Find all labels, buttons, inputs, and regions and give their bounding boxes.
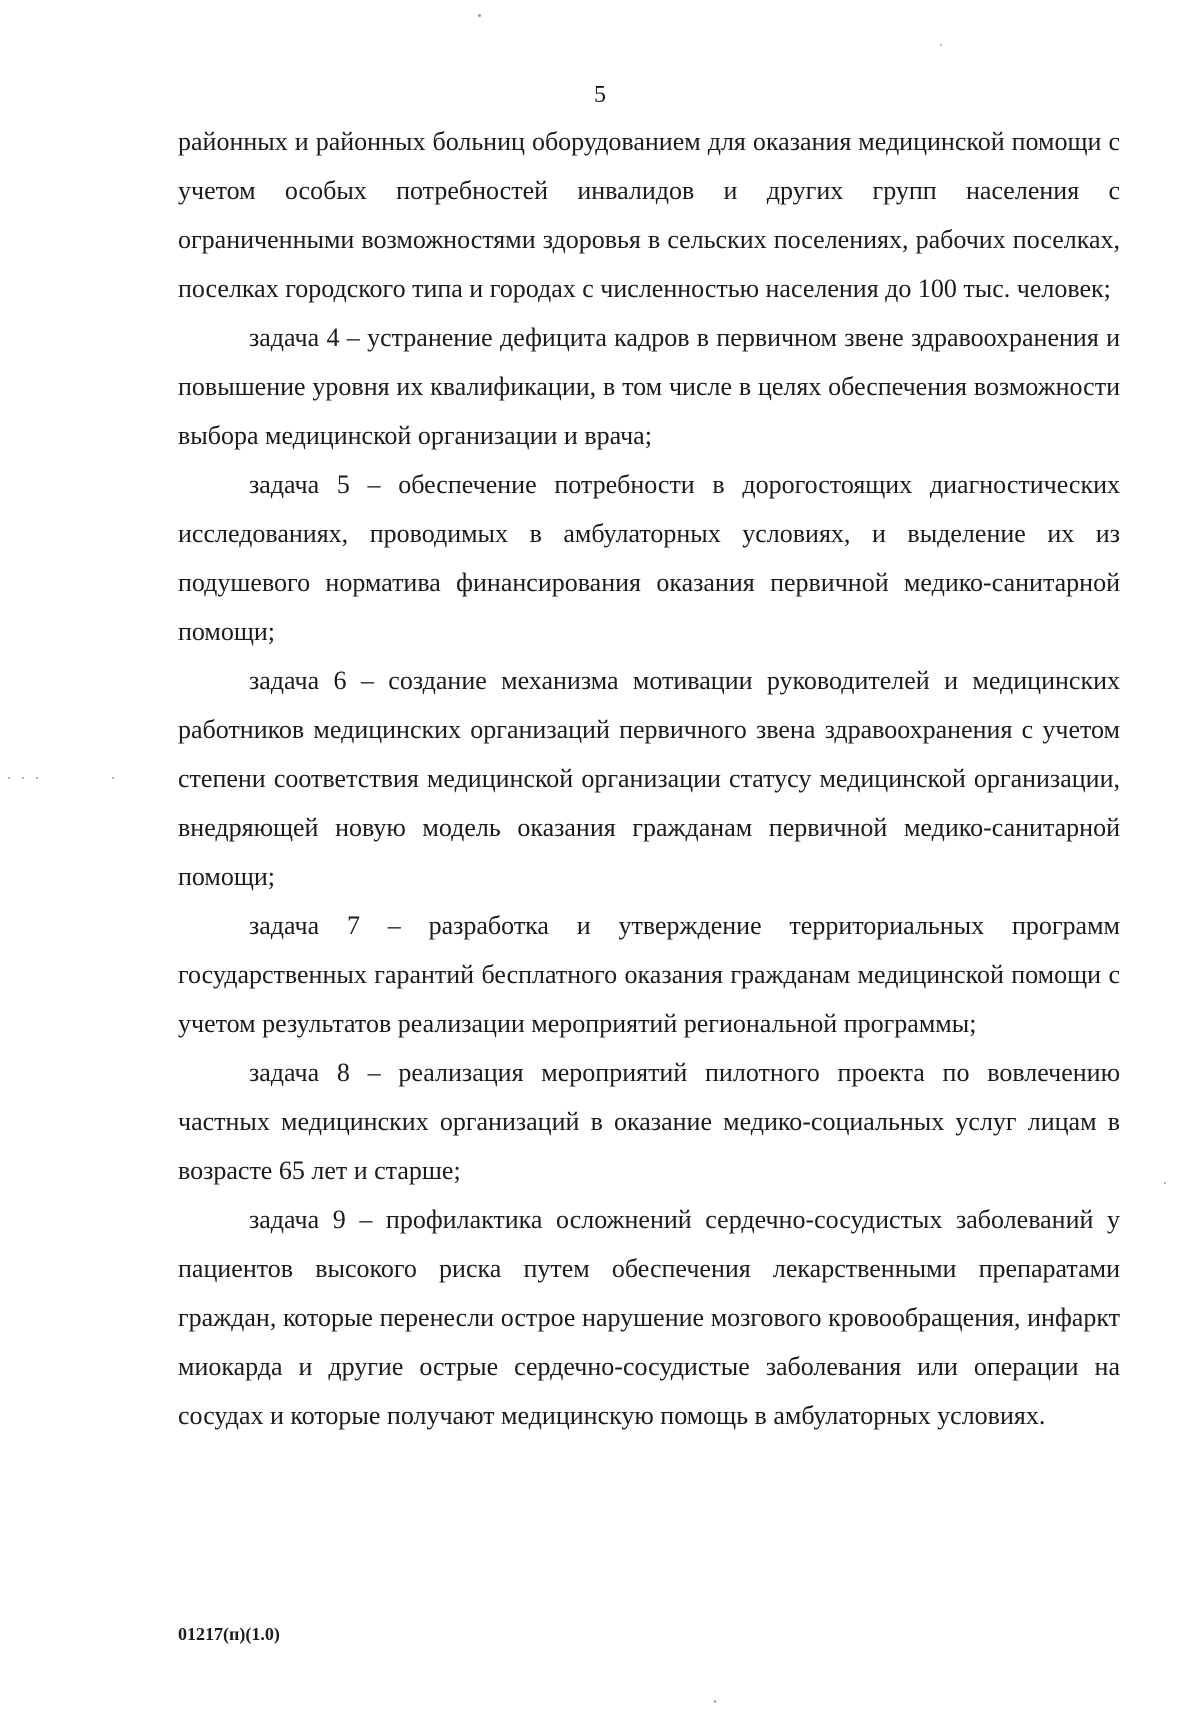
paragraph-task-4: задача 4 – устранение дефицита кадров в первичном звене здравоохранения и повышение уровня их квалификации, в том числе в целях обеспечения возможности выбора медицинской организации и врача; [178, 323, 1120, 450]
scan-speck [940, 44, 942, 46]
paragraph-task-6: задача 6 – создание механизма мотивации руководителей и медицинских работников медицинских организаций первичного звена здравоохранения с учетом степени соответствия медицинской организации статусу медицинской организации, внедряющей новую модель оказания гражданам первичной медико-санитарной помощи; [178, 666, 1120, 891]
scan-speck [8, 777, 10, 779]
paragraph-task-8: задача 8 – реализация мероприятий пилотного проекта по вовлечению частных медицинских организаций в оказание медико-социальных услуг лицам в возрасте 65 лет и старше; [178, 1058, 1120, 1185]
document-code: 01217(п)(1.0) [178, 1624, 280, 1644]
page-number: 5 [594, 82, 606, 108]
scan-speck [22, 777, 24, 779]
scan-speck [1164, 1182, 1166, 1184]
paragraph-task-9: задача 9 – профилактика осложнений сердечно-сосудистых заболеваний у пациентов высокого риска путем обеспечения лекарственными препаратами граждан, которые перенесли острое нарушение мозгового кровообращения, инфаркт миокарда и другие острые сердечно-сосудистые заболевания или операции на сосудах и которые получают медицинскую помощь в амбулаторных условиях. [178, 1205, 1120, 1430]
paragraph-continuation: районных и районных больниц оборудованием для оказания медицинской помощи с учетом особых потребностей инвалидов и других групп населения с ограниченными возможностями здоровья в сельских поселениях, рабочих поселках, поселках городского типа и городах с численностью населения до 100 тыс. человек; [178, 127, 1120, 303]
scan-speck [112, 777, 114, 779]
scan-speck [36, 777, 38, 779]
paragraph-task-5: задача 5 – обеспечение потребности в дорогостоящих диагностических исследованиях, проводимых в амбулаторных условиях, и выделение их из подушевого норматива финансирования оказания первичной медико-санитарной помощи; [178, 470, 1120, 646]
scan-speck [478, 14, 481, 17]
document-body [178, 117, 1120, 1440]
scan-speck [714, 1700, 716, 1703]
paragraph-task-7: задача 7 – разработка и утверждение территориальных программ государственных гарантий бесплатного оказания гражданам медицинской помощи с учетом результатов реализации мероприятий региональной программы; [178, 911, 1120, 1038]
